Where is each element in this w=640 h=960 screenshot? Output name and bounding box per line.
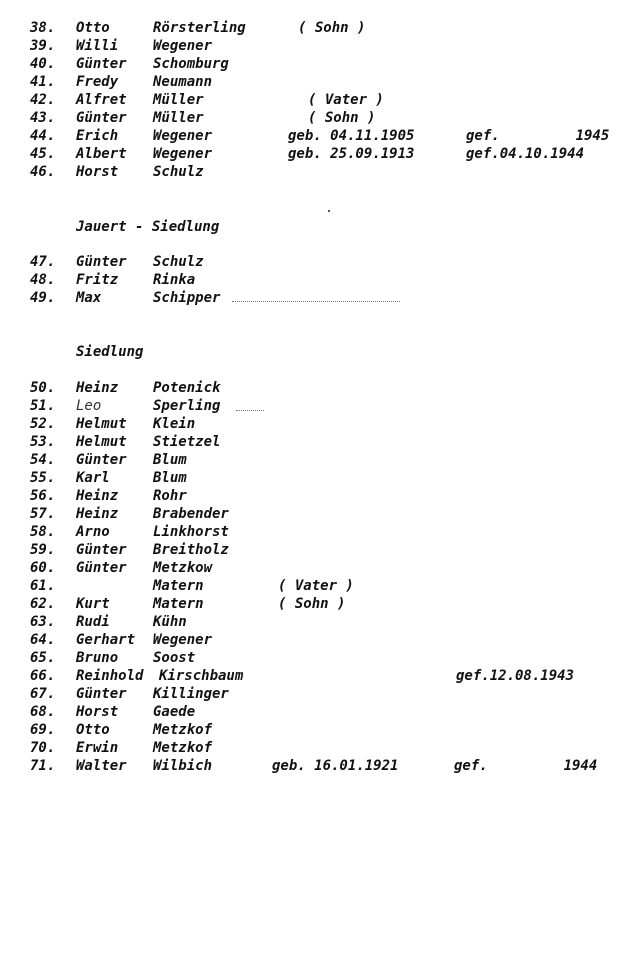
section-heading: Siedlung [76,344,144,360]
section-heading: Jauert - Siedlung [76,219,220,235]
speck [328,210,330,212]
entry-number: 47. [30,254,56,270]
last-name: Metzkow [153,560,213,576]
entry-number: 43. [30,110,56,126]
list-item [0,451,640,469]
list-item [0,703,640,721]
first-name: Heinz [76,488,119,504]
death-date: gef.12.08.1943 [456,668,575,684]
last-name: Rörsterling [153,20,246,36]
first-name: Rudi [76,614,110,630]
entry-number: 45. [30,146,56,162]
entry-number: 50. [30,380,56,396]
dotted-rule [232,301,400,302]
entry-number: 58. [30,524,56,540]
first-name: Otto [76,20,110,36]
last-name: Schomburg [153,56,229,72]
list-item [0,523,640,541]
entry-number: 60. [30,560,56,576]
list-item [0,487,640,505]
entry-number: 64. [30,632,56,648]
list-item [0,145,640,163]
first-name: Gerhart [76,632,136,648]
list-item [0,289,640,307]
last-name: Brabender [153,506,229,522]
first-name: Günter [76,560,127,576]
first-name: Erwin [76,740,119,756]
last-name: Sperling [153,398,221,414]
entry-number: 46. [30,164,56,180]
last-name: Gaede [153,704,196,720]
first-name: Kurt [76,596,110,612]
list-item [0,541,640,559]
entry-number: 53. [30,434,56,450]
entry-number: 44. [30,128,56,144]
list-item [0,379,640,397]
list-item [0,37,640,55]
first-name: Max [76,290,102,306]
first-name: Günter [76,542,127,558]
list-item [0,55,640,73]
last-name: Wegener [153,128,213,144]
last-name: Breitholz [153,542,229,558]
first-name: Willi [76,38,119,54]
first-name: Günter [76,254,127,270]
last-name: Wegener [153,632,213,648]
entry-number: 48. [30,272,56,288]
last-name: Rinka [153,272,196,288]
last-name: Stietzel [153,434,221,450]
first-name: Horst [76,704,119,720]
last-name: Klein [153,416,196,432]
birth-date: geb. 16.01.1921 [272,758,399,774]
list-item [0,595,640,613]
first-name: Albert [76,146,127,162]
first-name: Erich [76,128,119,144]
relation-note: ( Vater ) [278,578,354,594]
dotted-rule [236,410,264,411]
relation-note: ( Sohn ) [298,20,366,36]
last-name: Killinger [153,686,229,702]
first-name: Horst [76,164,119,180]
entry-number: 51. [30,398,56,414]
entry-number: 42. [30,92,56,108]
entry-number: 39. [30,38,56,54]
last-name: Schulz [153,164,204,180]
list-item [0,559,640,577]
entry-number: 61. [30,578,56,594]
last-name: Rohr [153,488,187,504]
list-item [0,415,640,433]
list-item [0,685,640,703]
entry-number: 54. [30,452,56,468]
entry-number: 59. [30,542,56,558]
last-name: Wegener [153,146,213,162]
entry-number: 67. [30,686,56,702]
list-item [0,649,640,667]
first-name: Fritz [76,272,119,288]
list-item [0,469,640,487]
first-name: Günter [76,56,127,72]
death-date: gef. 1945 [466,128,610,144]
last-name: Potenick [153,380,221,396]
first-name: Fredy [76,74,119,90]
first-name: Leo [76,398,102,414]
entry-number: 68. [30,704,56,720]
death-date: gef. 1944 [454,758,598,774]
list-item [0,433,640,451]
entry-number: 55. [30,470,56,486]
list-item [0,721,640,739]
last-name: Linkhorst [153,524,229,540]
last-name: Metzkof [153,740,213,756]
first-name: Bruno [76,650,119,666]
entry-number: 71. [30,758,56,774]
first-name: Otto [76,722,110,738]
list-item [0,73,640,91]
entry-number: 38. [30,20,56,36]
last-name: Soost [153,650,196,666]
entry-number: 65. [30,650,56,666]
entry-number: 40. [30,56,56,72]
death-date: gef.04.10.1944 [466,146,585,162]
first-name: Günter [76,110,127,126]
last-name: Wegener [153,38,213,54]
last-name: Matern [153,596,204,612]
entry-number: 41. [30,74,56,90]
list-item [0,91,640,109]
last-name: Matern [153,578,204,594]
entry-number: 69. [30,722,56,738]
first-name: Karl [76,470,110,486]
last-name: Blum [153,470,187,486]
first-name: Helmut [76,416,127,432]
last-name: Blum [153,452,187,468]
last-name: Müller [153,92,204,108]
list-item [0,127,640,145]
entry-number: 56. [30,488,56,504]
first-name: Günter [76,686,127,702]
entry-number: 49. [30,290,56,306]
entry-number: 62. [30,596,56,612]
relation-note: ( Vater ) [308,92,384,108]
first-name: Alfret [76,92,127,108]
list-item [0,739,640,757]
first-name: Arno [76,524,110,540]
entry-number: 57. [30,506,56,522]
last-name: Wilbich [153,758,213,774]
list-item [0,613,640,631]
last-name: Schipper [153,290,221,306]
last-name: Schulz [153,254,204,270]
first-name: Helmut [76,434,127,450]
last-name: Neumann [153,74,213,90]
list-item [0,271,640,289]
first-name: Heinz [76,506,119,522]
list-item [0,19,640,37]
birth-date: geb. 25.09.1913 [288,146,415,162]
entry-number: 66. [30,668,56,684]
last-name: Metzkof [153,722,213,738]
first-name: Walter [76,758,127,774]
first-name: Reinhold [76,668,144,684]
list-item [0,667,640,685]
last-name: Kirschbaum [159,668,244,684]
list-item [0,253,640,271]
list-item [0,163,640,181]
entry-number: 63. [30,614,56,630]
relation-note: ( Sohn ) [278,596,346,612]
list-item [0,505,640,523]
list-item [0,397,640,415]
list-item [0,109,640,127]
entry-number: 52. [30,416,56,432]
first-name: Günter [76,452,127,468]
birth-date: geb. 04.11.1905 [288,128,415,144]
list-item [0,577,640,595]
relation-note: ( Sohn ) [308,110,376,126]
last-name: Müller [153,110,204,126]
last-name: Kühn [153,614,187,630]
list-item [0,631,640,649]
list-item [0,757,640,775]
first-name: Heinz [76,380,119,396]
entry-number: 70. [30,740,56,756]
